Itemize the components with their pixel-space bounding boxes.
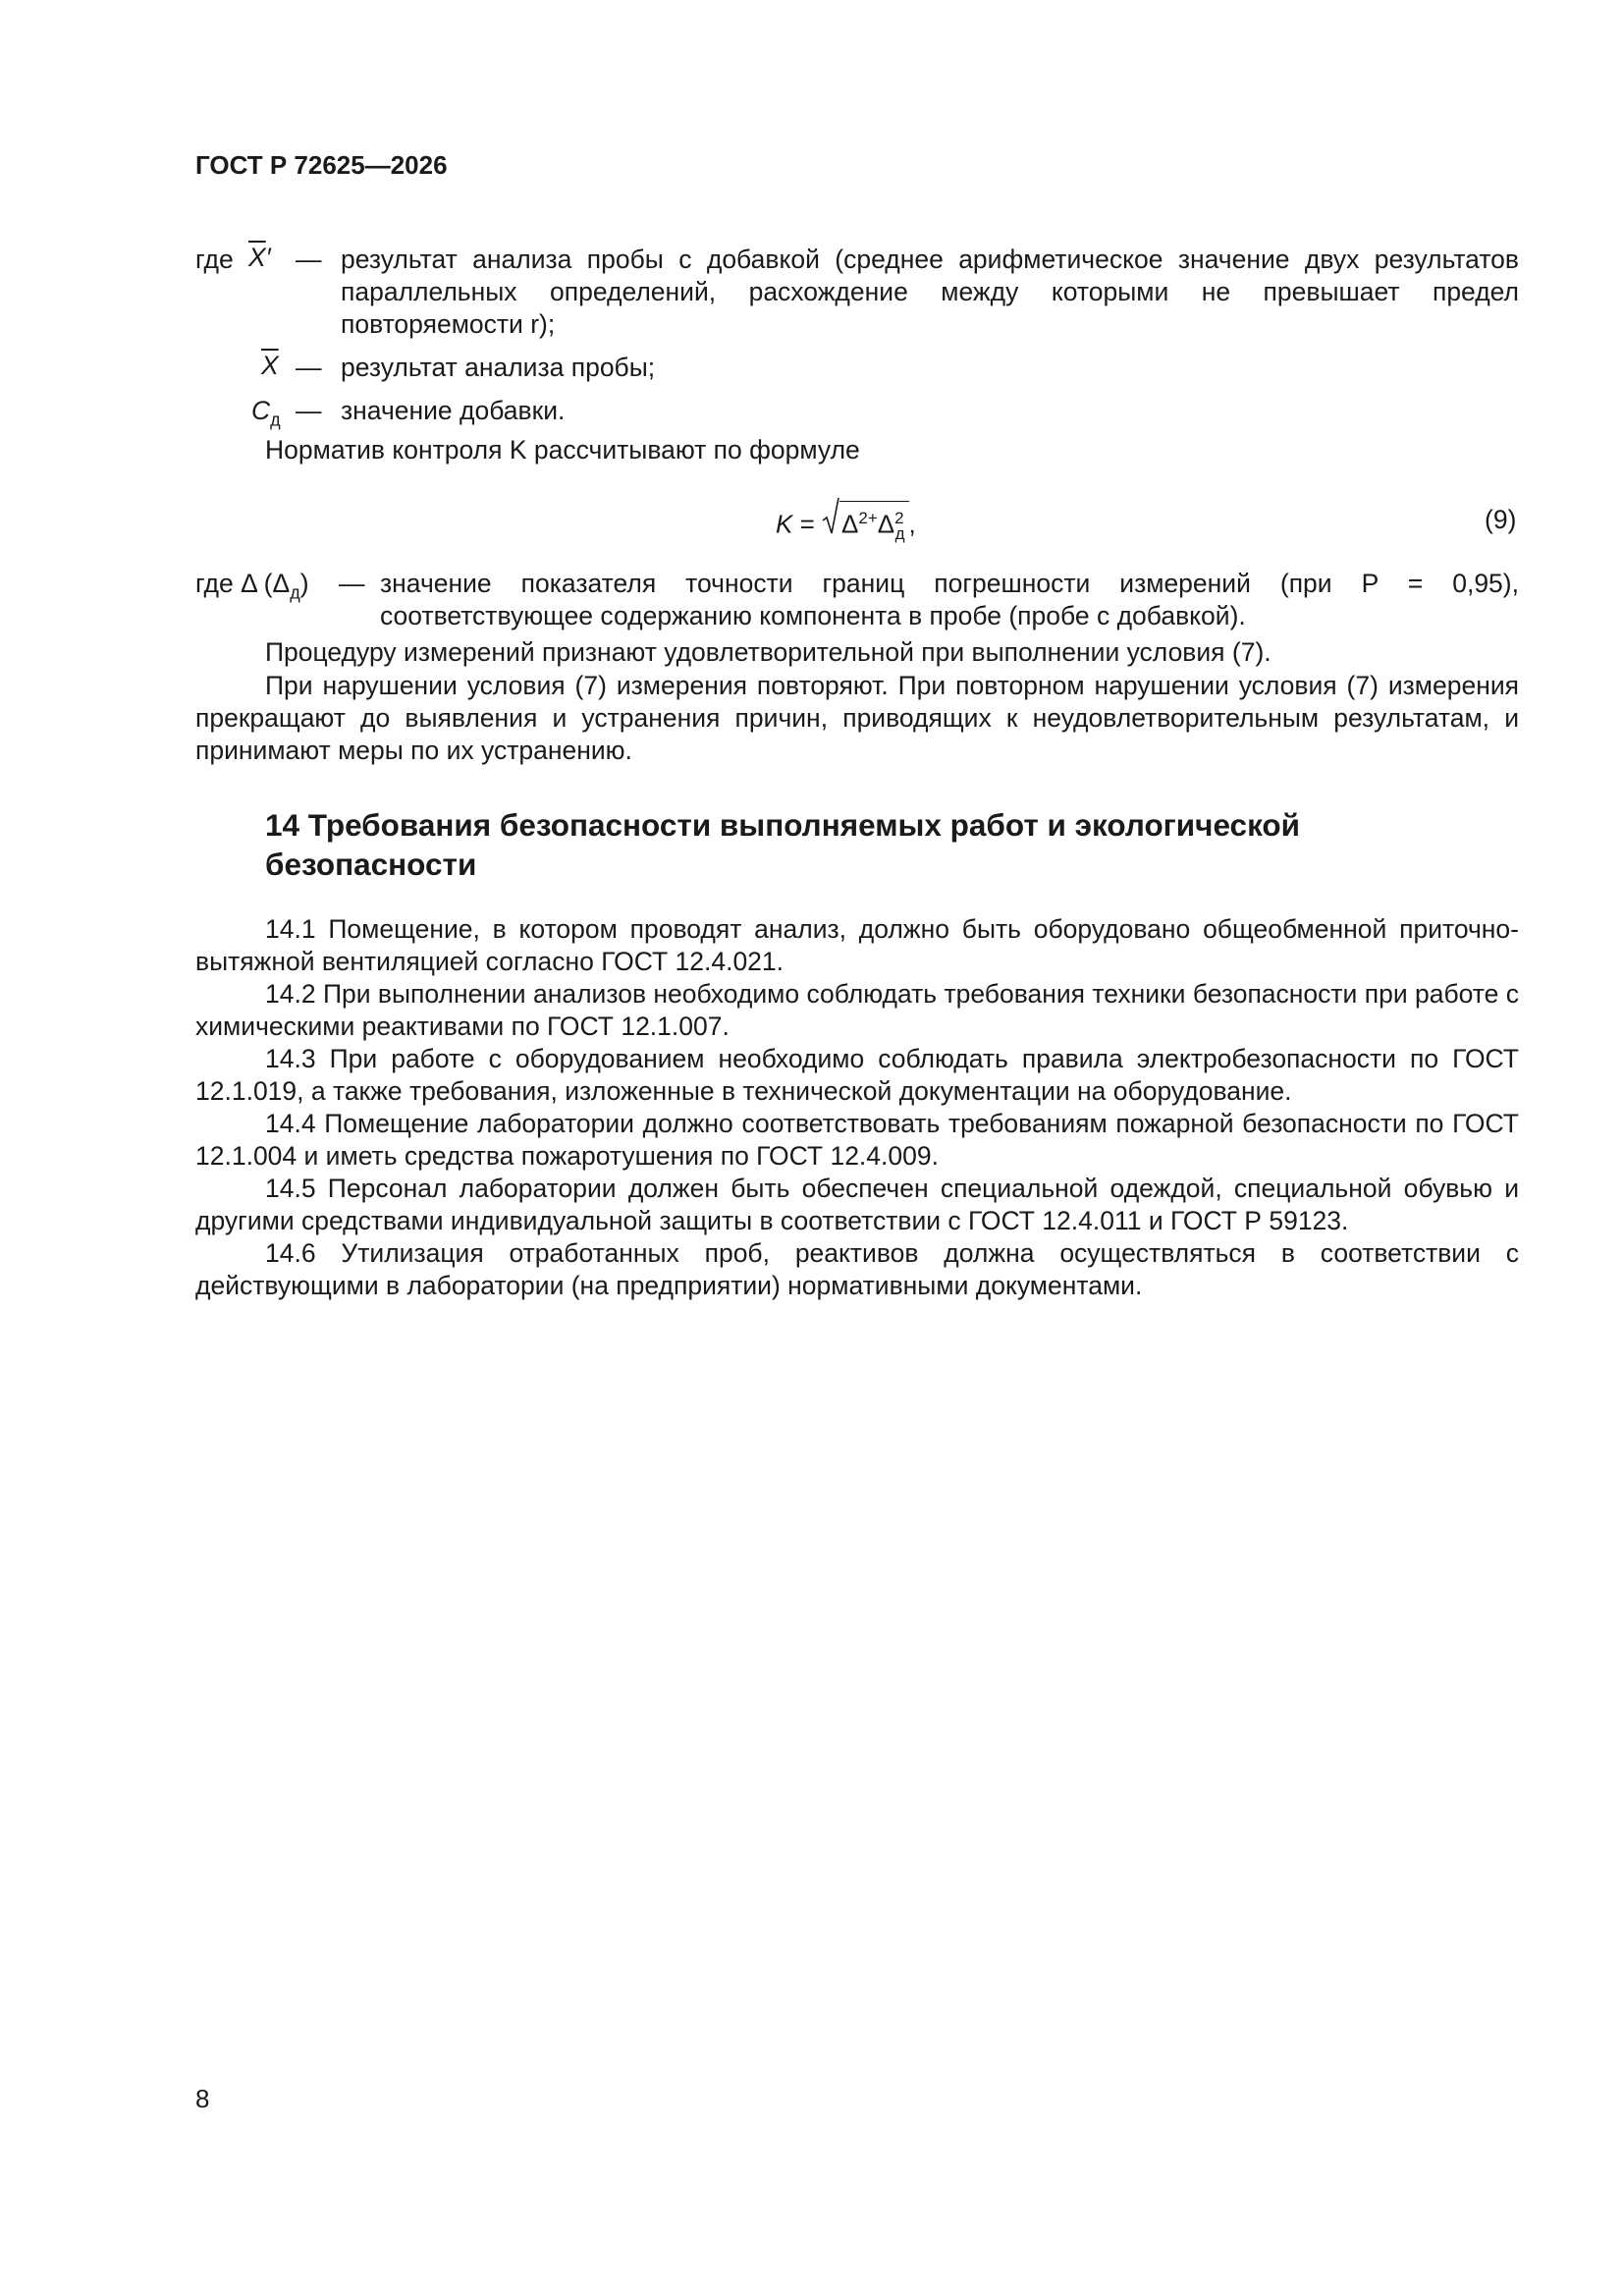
section-item-14-4: 14.4 Помещение лаборатории должно соответствовать требованиям пожарной безопасности по ГОСТ 12.1.004 и иметь средства пожаротушения по ГОСТ 12.4.009.	[195, 1109, 1519, 1171]
section-item-14-2: 14.2 При выполнении анализов необходимо соблюдать требования техники безопасности при работе с химическими реактивами по ГОСТ 12.1.007.	[195, 979, 1519, 1041]
symbol-c-d: $C_д$	[251, 396, 281, 430]
document-header-code: ГОСТ Р 72625—2026	[195, 150, 448, 180]
definition-x-bar-text: результат анализа пробы;	[341, 353, 656, 382]
definition-delta-text: значение показателя точности границ погрешности измерений (при P = 0,95), соответствующее содержанию компонента в пробе (пробе с добавкой).	[380, 569, 1519, 630]
definition-dash: —	[296, 245, 322, 274]
definition-dash: —	[339, 569, 365, 598]
section-title: 14 Требования безопасности выполняемых работ и экологической безопасности	[265, 807, 1301, 882]
page-number: 8	[195, 2084, 210, 2113]
definition-dash: —	[296, 353, 322, 382]
section-item-14-5: 14.5 Персонал лаборатории должен быть обеспечен специальной одеждой, специальной обувью и другими средствами индивидуальной защиты в соответствии с ГОСТ 12.4.011 и ГОСТ Р 59123.	[195, 1174, 1519, 1235]
formula-number: (9)	[1485, 505, 1517, 534]
norm-control-text: Норматив контроля K рассчитывают по формуле	[265, 435, 860, 465]
symbol-x-bar: $\overline{X}$	[261, 351, 279, 380]
section-item-14-3: 14.3 При работе с оборудованием необходимо соблюдать правила электробезопасности по ГОСТ 12.1.019, а также требования, изложенные в технической документации на оборудование.	[195, 1044, 1519, 1106]
section-item-14-1: 14.1 Помещение, в котором проводят анализ, должно быть оборудовано общеобменной приточно-вытяжной вентиляцией согласно ГОСТ 12.4.021.	[195, 914, 1519, 976]
symbol-x-prime: $\overline{X}'$	[248, 243, 271, 272]
paragraph: При нарушении условия (7) измерения повторяют. При повторном нарушении условия (7) измерения прекращают до выявления и устранения причин, приводящих к неудовлетворительным результатам, и принимают меры по их устранению.	[195, 671, 1519, 765]
section-item-14-6: 14.6 Утилизация отработанных проб, реактивов должна осуществляться в соответствии с действующими в лаборатории (на предприятии) нормативными документами.	[195, 1238, 1519, 1300]
definition-c-d-text: значение добавки.	[341, 396, 566, 425]
where-label: где	[195, 245, 234, 274]
paragraph: Процедуру измерений признают удовлетворительной при выполнении условия (7).	[265, 637, 1271, 667]
sqrt-icon	[822, 497, 839, 536]
definition-x-prime-text: результат анализа пробы с добавкой (среднее арифметическое значение двух результатов параллельных определений, расхождение между которыми не превышает предел повторяемости r);	[341, 245, 1519, 339]
formula-9: K = $\Delta^{2+}\Delta^2_д$ ,	[776, 501, 916, 550]
definition-dash: —	[296, 396, 322, 425]
where-label-2: где Δ $(\Delta_д)$	[195, 569, 309, 603]
